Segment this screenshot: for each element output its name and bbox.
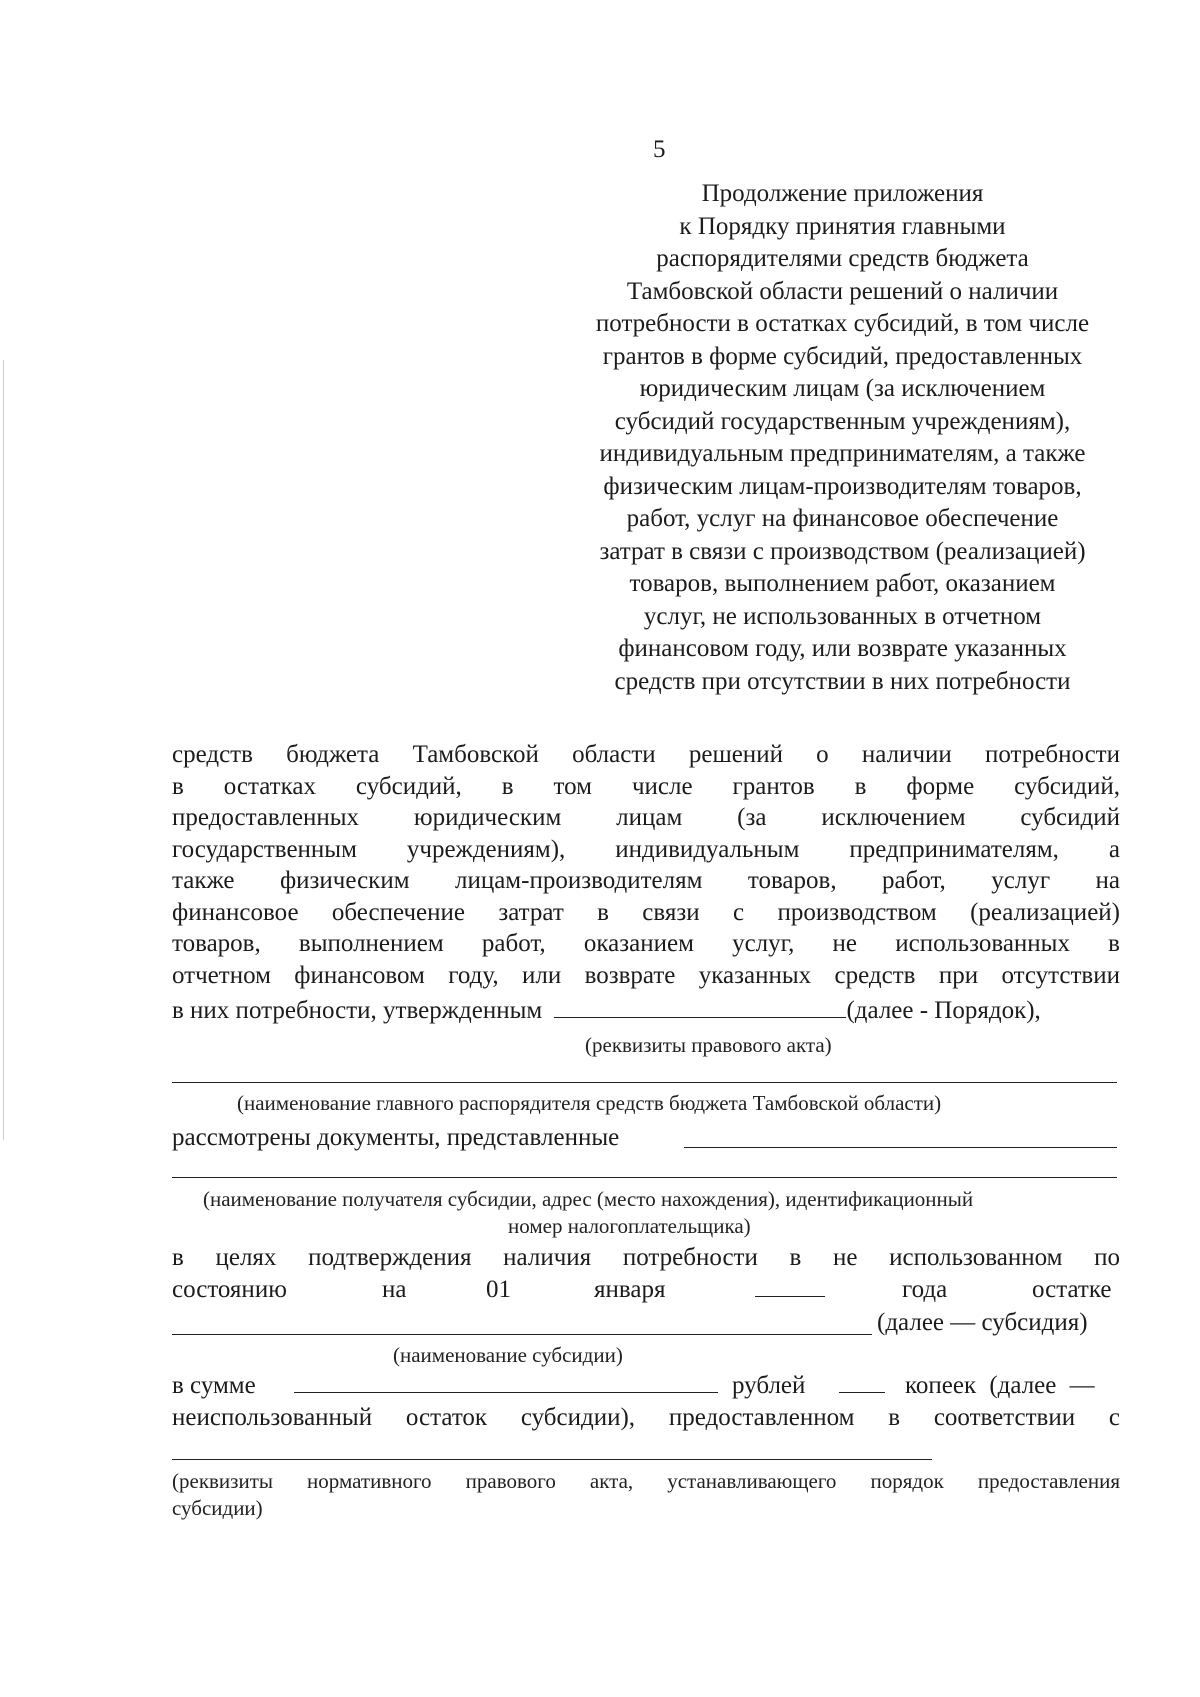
reviewed-line: [172, 1122, 619, 1154]
header-line: потребности в остатках субсидий, в том числе: [595, 310, 1090, 337]
state-word-5: года: [902, 1276, 948, 1303]
header-line: средств при отсутствии в них потребности: [614, 667, 1071, 695]
header-line: физическим лицам-производителям товаров,: [603, 472, 1082, 500]
page-number: 5: [653, 136, 666, 163]
body-line: предоставленных юридическим лицам (за исключением субсидий: [172, 804, 1120, 831]
body-line: также физическим лицам-производителям товаров, работ, услуг на: [172, 867, 1120, 894]
normative-caption-1: (реквизиты нормативного правового акта, устанавливающего порядок предоставления: [172, 1469, 1120, 1493]
header-line: юридическим лицам (за исключением: [639, 375, 1046, 402]
state-word-2: на: [382, 1276, 407, 1303]
body-line: средств бюджета Тамбовской области решений о наличии потребности: [172, 741, 1120, 768]
main-manager-caption: (наименование главного распорядителя средств бюджета Тамбовской области): [237, 1091, 942, 1115]
subsidy-name-caption: (наименование субсидии): [393, 1343, 623, 1367]
normative-caption-2: субсидии): [172, 1496, 263, 1520]
unused-line: неиспользованный остаток субсидии), предоставленном в соответствии с: [172, 1404, 1120, 1431]
recipient-blank[interactable]: [172, 1177, 1117, 1178]
purpose-line: в целях подтверждения наличия потребности в не использованном по: [172, 1244, 1120, 1271]
header-line: услуг, не использованных в отчетном: [643, 602, 1042, 630]
header-line: затрат в связи с производством (реализацией): [599, 537, 1086, 565]
header-line: грантов в форме субсидий, предоставленных: [602, 342, 1083, 370]
sum-word-1: в сумме: [172, 1372, 256, 1399]
header-line: субсидий государственным учреждениям),: [614, 407, 1071, 435]
approved-after: (далее - Порядок),: [846, 997, 1041, 1024]
header-line: Продолжение приложения: [701, 180, 984, 207]
main-manager-blank[interactable]: [172, 1082, 1117, 1083]
recipient-caption-1: (наименование получателя субсидии, адрес (место нахождения), идентификационный: [203, 1187, 974, 1211]
header-line: товаров, выполнением работ, оказанием: [629, 570, 1056, 597]
sum-word-2: рублей: [732, 1372, 806, 1399]
rubles-blank[interactable]: [294, 1370, 718, 1393]
reviewed-blank[interactable]: [684, 1147, 1117, 1148]
approved-line: [172, 995, 1120, 1027]
header-line: Тамбовской области решений о наличии: [626, 277, 1059, 305]
legal-act-caption: (реквизиты правового акта): [585, 1033, 832, 1057]
approved-text: в них потребности, утвержденным: [172, 997, 543, 1024]
appendix-header: [545, 178, 1140, 698]
normative-blank[interactable]: [172, 1459, 932, 1460]
body-line: в остатках субсидий, в том числе грантов в форме субсидий,: [172, 772, 1120, 800]
recipient-caption-2: номер налогоплательщика): [508, 1214, 751, 1238]
header-line: к Порядку принятия главными: [679, 212, 1006, 240]
scan-artifact: [3, 360, 4, 1140]
state-word-6: остатке: [1032, 1276, 1112, 1303]
subsidy-after: (далее — субсидия): [877, 1309, 1088, 1336]
year-blank[interactable]: [755, 1274, 825, 1297]
header-line: финансовом году, или возврате указанных: [618, 635, 1067, 662]
state-word-3: 01: [486, 1276, 511, 1303]
subsidy-name-blank[interactable]: [172, 1334, 872, 1335]
body-line: товаров, выполнением работ, оказанием услуг, не использованных в: [172, 930, 1120, 957]
body-line: отчетном финансовом году, или возврате указанных средств при отсутствии: [172, 961, 1120, 989]
legal-act-blank[interactable]: [554, 995, 846, 1018]
sum-word-3: копеек (далее —: [905, 1372, 1095, 1399]
reviewed-text: рассмотрены документы, представленные: [172, 1124, 620, 1151]
header-line: индивидуальным предпринимателям, а также: [599, 440, 1086, 467]
kopecks-blank[interactable]: [839, 1370, 885, 1393]
body-line: финансовое обеспечение затрат в связи с производством (реализацией): [172, 898, 1120, 926]
state-word-4: января: [594, 1276, 666, 1303]
header-line: работ, услуг на финансовое обеспечение: [626, 505, 1059, 532]
body-line: государственным учреждениям), индивидуальным предпринимателям, а: [172, 835, 1120, 863]
header-line: распорядителями средств бюджета: [656, 245, 1029, 272]
state-word-1: состоянию: [172, 1276, 287, 1303]
